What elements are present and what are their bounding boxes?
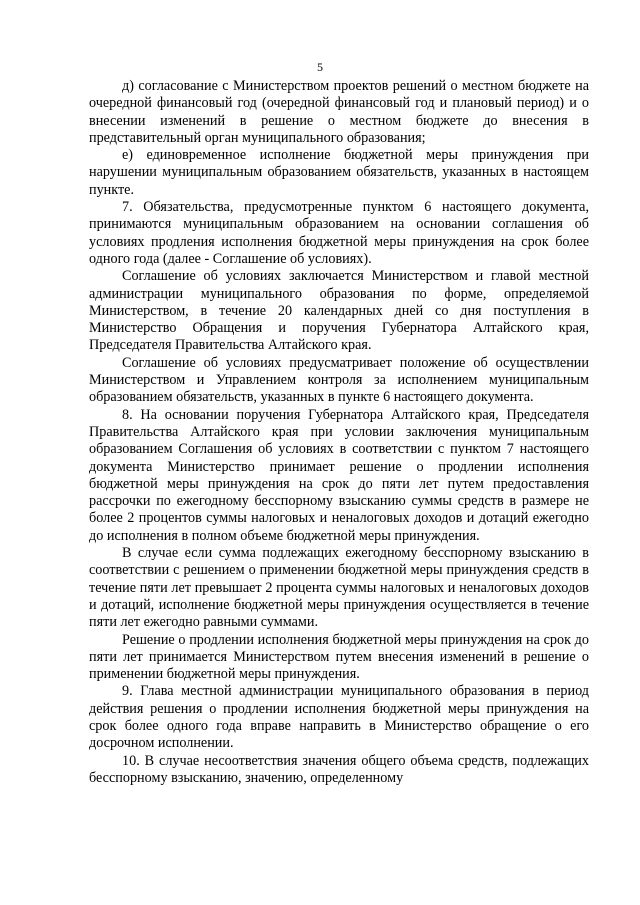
paragraph-e: е) единовременное исполнение бюджетной меры принуждения при нарушении муниципальным образованием обязательств, указанных в настоящем пункте. xyxy=(89,147,589,198)
paragraph-8-decision: Решение о продлении исполнения бюджетной меры принуждения на срок до пяти лет принимается Министерством путем внесения изменений в решение о применении бюджетной меры принуждения. xyxy=(89,631,589,683)
paragraph-7-control: Соглашение об условиях предусматривает положение об осуществлении Министерством и Управлением контроля за исполнением муниципальным образованием обязательств, указанных в пункте 6 настоящего документа. xyxy=(89,354,589,406)
paragraph-10: 10. В случае несоответствия значения общего объема средств, подлежащих бесспорному взысканию, значению, определенному xyxy=(89,752,589,786)
paragraph-d: д) согласование с Министерством проектов решений о местном бюджете на очередной финансовый год (очередной финансовый год и плановый период) и о внесении изменений в решение о местном бюджете до внесения в представительный орган муниципального образования; xyxy=(89,78,589,146)
page-number: 5 xyxy=(317,60,323,74)
paragraph-9: 9. Глава местной администрации муниципального образования в период действия решения о продлении исполнения бюджетной меры принуждения на срок более одного года вправе направить в Министерство обращение о его досрочном исполнении. xyxy=(89,683,589,752)
paragraph-7-agreement: Соглашение об условиях заключается Министерством и главой местной администрации муниципального образования по форме, определяемой Министерством, в течение 20 календарных дней со дня поступления в Министерство Обращения и поручения Губернатора Алтайского края, Председателя Правительства Алтайского края. xyxy=(89,268,589,354)
paragraph-8-excess: В случае если сумма подлежащих ежегодному бесспорному взысканию в соответствии с решением о применении бюджетной меры принуждения средств в течение пяти лет превышает 2 процента суммы налоговых и неналоговых доходов и дотаций, исполнение бюджетной меры принуждения осуществляется в течение пяти лет ежегодно равными суммами. xyxy=(89,545,589,631)
document-body xyxy=(89,78,589,787)
paragraph-7: 7. Обязательства, предусмотренные пунктом 6 настоящего документа, принимаются муниципальным образованием на основании соглашения об условиях продления исполнения бюджетной меры принуждения на срок более одного года (далее - Соглашение об условиях). xyxy=(89,199,589,267)
paragraph-8: 8. На основании поручения Губернатора Алтайского края, Председателя Правительства Алтайского края при условии заключения муниципальным образованием Соглашения об условиях в соответствии с пунктом 7 настоящего документа Министерство принимает решение о продлении исполнения бюджетной меры принуждения на срок до пяти лет путем предоставления рассрочки по ежегодному бесспорному взысканию суммы средств в размере не более 2 процентов суммы налоговых и неналоговых доходов и дотаций ежегодно до исполнения в полном объеме бюджетной меры принуждения. xyxy=(89,406,589,544)
